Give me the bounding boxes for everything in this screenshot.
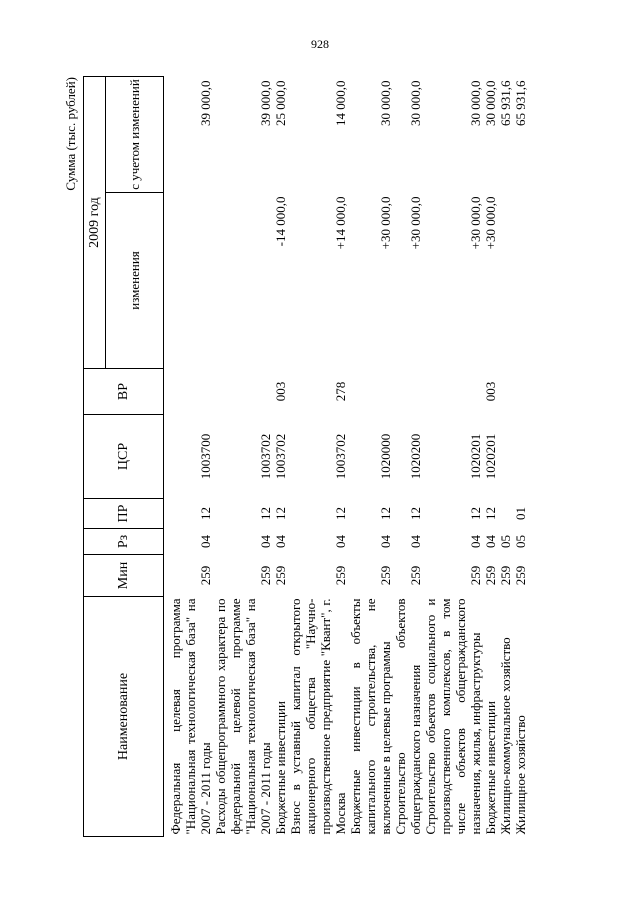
rotated-table-page — [63, 77, 593, 837]
row-min: 259 — [483, 565, 498, 586]
row-vr — [213, 369, 273, 415]
table-header — [84, 77, 164, 837]
row-csr: 1003702 — [333, 433, 348, 480]
row-csr: 1020201 — [468, 433, 483, 480]
row-rz: 04 — [378, 535, 393, 548]
header-min: Мин — [84, 555, 164, 597]
row-vr — [164, 369, 214, 415]
row-min: 259 — [468, 565, 483, 586]
row-name: Бюджетные инвестиции — [483, 701, 498, 835]
header-name: Наименование — [84, 597, 164, 837]
table-row — [288, 77, 348, 837]
budget-table — [83, 76, 528, 837]
row-change: +30 000,0 — [378, 196, 393, 250]
table-row — [164, 77, 214, 837]
row-name: Бюджетные инвестиции — [273, 701, 288, 835]
row-change: -14 000,0 — [273, 196, 288, 247]
row-total: 30 000,0 — [468, 80, 483, 126]
row-csr — [498, 415, 513, 499]
row-pr: 12 — [468, 507, 483, 520]
row-rz: 05 — [498, 535, 513, 548]
row-csr: 1003702 — [258, 433, 273, 480]
row-csr — [513, 415, 528, 499]
header-changes: изменения — [106, 193, 164, 369]
table-row — [513, 77, 528, 837]
row-rz: 04 — [333, 535, 348, 548]
header-with-changes: с учетом изменений — [106, 77, 164, 193]
row-total: 39 000,0 — [198, 80, 213, 126]
row-pr: 01 — [513, 507, 528, 520]
header-rz: Рз — [84, 529, 164, 555]
row-total: 14 000,0 — [333, 80, 348, 126]
table-body — [164, 77, 529, 837]
row-pr: 12 — [333, 507, 348, 520]
row-name: Бюджетные инвестиции в объекты капитального строительства, не включенные в целевые программы — [348, 598, 393, 835]
row-csr: 1020200 — [408, 433, 423, 480]
table-row — [348, 77, 393, 837]
table-row — [213, 77, 273, 837]
row-min: 259 — [333, 565, 348, 586]
row-vr: 003 — [273, 381, 288, 402]
row-rz: 04 — [483, 535, 498, 548]
row-name: Жилищно-коммунальное хозяйство — [498, 637, 513, 835]
row-min: 259 — [513, 565, 528, 586]
row-csr: 1020201 — [483, 433, 498, 480]
row-pr: 12 — [378, 507, 393, 520]
header-csr: ЦСР — [84, 415, 164, 499]
row-vr — [423, 369, 483, 415]
row-vr: 003 — [483, 381, 498, 402]
table-row — [273, 77, 288, 837]
header-year: 2009 год — [84, 77, 106, 369]
row-rz: 04 — [273, 535, 288, 548]
row-pr: 12 — [483, 507, 498, 520]
row-change: +30 000,0 — [408, 196, 423, 250]
row-change: +30 000,0 — [483, 196, 498, 250]
row-total: 65 931,6 — [498, 80, 513, 126]
row-rz: 05 — [513, 535, 528, 548]
row-total: 65 931,6 — [513, 80, 528, 126]
row-vr: 278 — [333, 381, 348, 402]
table-row — [423, 77, 483, 837]
row-min: 259 — [408, 565, 423, 586]
row-change — [164, 193, 214, 369]
unit-caption: Сумма (тыс. рублей) — [63, 77, 78, 191]
row-pr: 12 — [198, 507, 213, 520]
row-min: 259 — [273, 565, 288, 586]
row-total: 30 000,0 — [483, 80, 498, 126]
header-vr: ВР — [84, 369, 164, 415]
row-name: Жилищное хозяйство — [513, 715, 528, 835]
row-vr — [393, 369, 423, 415]
row-change: +30 000,0 — [468, 196, 483, 250]
row-vr — [348, 369, 393, 415]
row-pr: 12 — [408, 507, 423, 520]
row-csr: 1003702 — [273, 433, 288, 480]
row-name: Федеральная целевая программа "Национальная технологическая база" на 2007 - 2011 годы — [168, 598, 213, 835]
row-change — [513, 193, 528, 369]
row-total: 30 000,0 — [378, 80, 393, 126]
row-min: 259 — [258, 565, 273, 586]
row-name: Взнос в уставный капитал открытого акционерного общества "Научно-производственное предприятие "Квант", г. Москва — [288, 598, 348, 835]
row-pr — [498, 499, 513, 529]
table-row — [483, 77, 498, 837]
row-change — [498, 193, 513, 369]
table-row — [393, 77, 423, 837]
row-rz: 04 — [258, 535, 273, 548]
page-number: 928 — [311, 37, 329, 51]
row-vr — [498, 369, 513, 415]
row-pr: 12 — [273, 507, 288, 520]
row-min: 259 — [498, 565, 513, 586]
header-pr: ПР — [84, 499, 164, 529]
row-min: 259 — [378, 565, 393, 586]
table-row — [498, 77, 513, 837]
row-rz: 04 — [198, 535, 213, 548]
row-name: Строительство объектов социального и производственного комплексов, в том числе объектов общегражданского назначения, жилья, инфраструктуры — [423, 598, 483, 835]
row-csr: 1003700 — [198, 433, 213, 480]
row-min: 259 — [198, 565, 213, 586]
row-pr: 12 — [258, 507, 273, 520]
row-change: +14 000,0 — [333, 196, 348, 250]
row-rz: 04 — [408, 535, 423, 548]
row-total: 39 000,0 — [258, 80, 273, 126]
row-total: 30 000,0 — [408, 80, 423, 126]
row-total: 25 000,0 — [273, 80, 288, 126]
row-change — [213, 193, 273, 369]
row-vr — [513, 369, 528, 415]
row-name: Расходы общепрограммного характера по федеральной целевой программе "Национальная технологическая база" на 2007 - 2011 годы — [213, 598, 273, 835]
row-rz: 04 — [468, 535, 483, 548]
row-csr: 1020000 — [378, 433, 393, 480]
row-name: Строительство объектов общегражданского назначения — [393, 598, 423, 835]
